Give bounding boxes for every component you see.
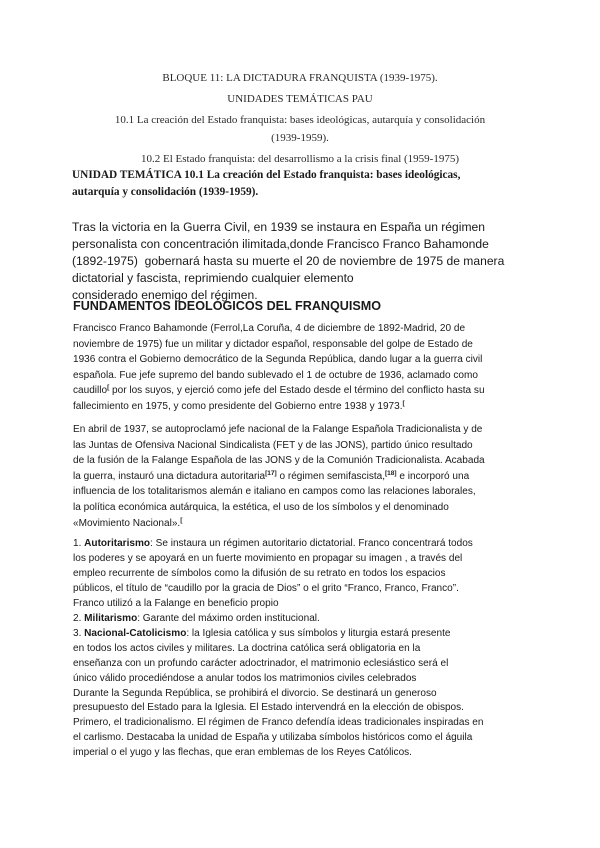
list-term: Militarismo <box>84 612 138 624</box>
list-term: Autoritarismo <box>84 538 151 549</box>
list-text: : Garante del máximo orden institucional. <box>137 612 320 624</box>
falange-paragraph <box>73 422 533 531</box>
list-line: el carlismo. Destacaba la unidad de España y utilizaba símbolos históricos como el águila <box>73 732 473 744</box>
footnote-ref[interactable]: [ <box>402 399 405 407</box>
footnote-ref[interactable]: [ <box>107 384 110 392</box>
unit-title <box>72 167 542 201</box>
unit-10-2-heading: 10.2 El Estado franquista: del desarrollismo a la crisis final (1959-1975) <box>140 153 459 165</box>
intro-line: dictatorial y fascista, reprimiendo cualquier elemento <box>72 271 354 285</box>
list-line: Durante la Segunda República, se prohibirá el divorcio. Se destinará un generoso <box>73 687 437 699</box>
section-heading: FUNDAMENTOS IDEOLÓGICOS DEL FRANQUISMO <box>73 299 382 313</box>
text-run: e incorporó una <box>396 470 470 482</box>
intro-line: personalista con concentración ilimitada,donde Francisco Franco Bahamonde <box>72 237 489 251</box>
list-line: Primero, el tradicionalismo. El régimen de Franco defendía ideas tradicionales inspiradas en <box>73 717 484 729</box>
text-run: caudillo <box>73 385 108 397</box>
list-number: 2. <box>73 612 85 624</box>
paragraph-line: noviembre de 1975) fue un militar y dictador español, responsable del golpe de Estado de <box>73 338 473 350</box>
paragraph-line: española. Fue jefe supremo del bando sublevado el 1 de octubre de 1936, aclamado como <box>73 369 478 381</box>
list-term: Nacional-Catolicismo <box>84 627 187 639</box>
list-line: enseñanza con un profundo carácter adoctrinador, el matrimonio eclesiástico será el <box>73 657 449 669</box>
units-title: UNIDADES TEMÁTICAS PAU <box>227 93 373 105</box>
paragraph-line: En abril de 1937, se autoproclamó jefe nacional de la Falange Española Tradicionalista y de <box>73 424 483 435</box>
list-line: imperial o el yugo y las flechas, que eran emblemas de los Reyes Católicos. <box>73 747 412 759</box>
list-line: único válido procediéndose a anular todos los matrimonios civiles celebrados <box>73 672 417 684</box>
list-line: Franco utilizó a la Falange en beneficio propio <box>73 597 279 609</box>
franco-bio-paragraph <box>73 321 533 415</box>
footnote-ref[interactable]: [18] <box>385 469 397 477</box>
list-line: los poderes y se apoyará en un fuerte movimiento en propagar su imagen , a través del <box>73 552 463 564</box>
paragraph-line: 1936 contra el Gobierno democrático de la Segunda República, dando lugar a la guerra civil <box>73 354 483 366</box>
intro-paragraph <box>72 219 542 304</box>
list-line: presupuesto del Estado para la Iglesia. El Estado intervendrá en la elección de obispos. <box>73 702 464 714</box>
text-run: «Movimiento Nacional». <box>73 517 181 529</box>
unit-10-1-heading: 10.1 La creación del Estado franquista: bases ideológicas, autarquía y consolidación <box>114 114 486 126</box>
paragraph-line: Francisco Franco Bahamonde (Ferrol,La Coruña, 4 de diciembre de 1892-Madrid, 20 de <box>73 323 466 334</box>
list-item-autoritarismo <box>73 537 533 552</box>
list-text: : Se instaura un régimen autoritario dictatorial. Franco concentrará todos <box>150 538 473 549</box>
unit-10-1-dates: (1939-1959). <box>271 132 329 144</box>
list-text: : la Iglesia católica y sus símbolos y liturgia estará presente <box>186 627 451 639</box>
block-title: BLOQUE 11: LA DICTADURA FRANQUISTA (1939-1975). <box>162 72 438 84</box>
list-number: 1. <box>73 538 85 549</box>
text-run: por los suyos, y ejerció como jefe del Estado desde el término del conflicto hasta su <box>109 385 485 397</box>
list-line: empleo recurrente de símbolos como la difusión de su retrato en todos los espacios <box>73 567 446 579</box>
list-line: en todos los actos civiles y militares. La doctrina católica será obligatoria en la <box>73 642 421 654</box>
intro-line: (1892-1975) gobernará hasta su muerte el 20 de noviembre de 1975 de manera <box>72 254 505 268</box>
intro-line: considerado enemigo del régimen. <box>72 288 258 302</box>
unit-title-line: UNIDAD TEMÁTICA 10.1 La creación del Estado franquista: bases ideológicas, <box>72 169 461 181</box>
paragraph-line <box>73 399 533 415</box>
footnote-ref[interactable]: [17] <box>265 469 277 477</box>
list-item-nacional-catolicismo <box>73 627 533 642</box>
list-number: 3. <box>73 627 85 639</box>
paragraph-line <box>73 516 533 532</box>
paragraph-line: de la fusión de la Falange Española de las JONS y de la Comunión Tradicionalista. Acabada <box>73 455 485 467</box>
paragraph-line: las Juntas de Ofensiva Nacional Sindicalista (FET y de las JONS), partido único resultado <box>73 439 473 451</box>
list-item-militarismo <box>73 612 533 627</box>
text-run: fallecimiento en 1975, y como presidente del Gobierno entre 1938 y 1973. <box>73 400 403 412</box>
text-run: o régimen semifascista, <box>276 470 386 482</box>
footnote-ref[interactable]: [ <box>180 516 183 524</box>
paragraph-line <box>73 469 533 485</box>
intro-line: Tras la victoria en la Guerra Civil, en 1939 se instaura en España un régimen <box>72 220 485 234</box>
paragraph-line: la política económica autárquica, la estética, el uso de los símbolos y el denominado <box>73 501 449 513</box>
text-run: la guerra, instauró una dictadura autoritaria <box>73 470 266 482</box>
paragraph-line: influencia de los totalitarismos alemán e italiano en campos como las relaciones laborales, <box>73 486 476 498</box>
ideology-list <box>73 537 533 761</box>
unit-title-line: autarquía y consolidación (1939-1959). <box>72 186 259 198</box>
paragraph-line <box>73 383 533 399</box>
list-line: públicos, el título de “caudillo por la gracia de Dios” o el grito “Franco, Franco, Franco”. <box>73 582 459 594</box>
